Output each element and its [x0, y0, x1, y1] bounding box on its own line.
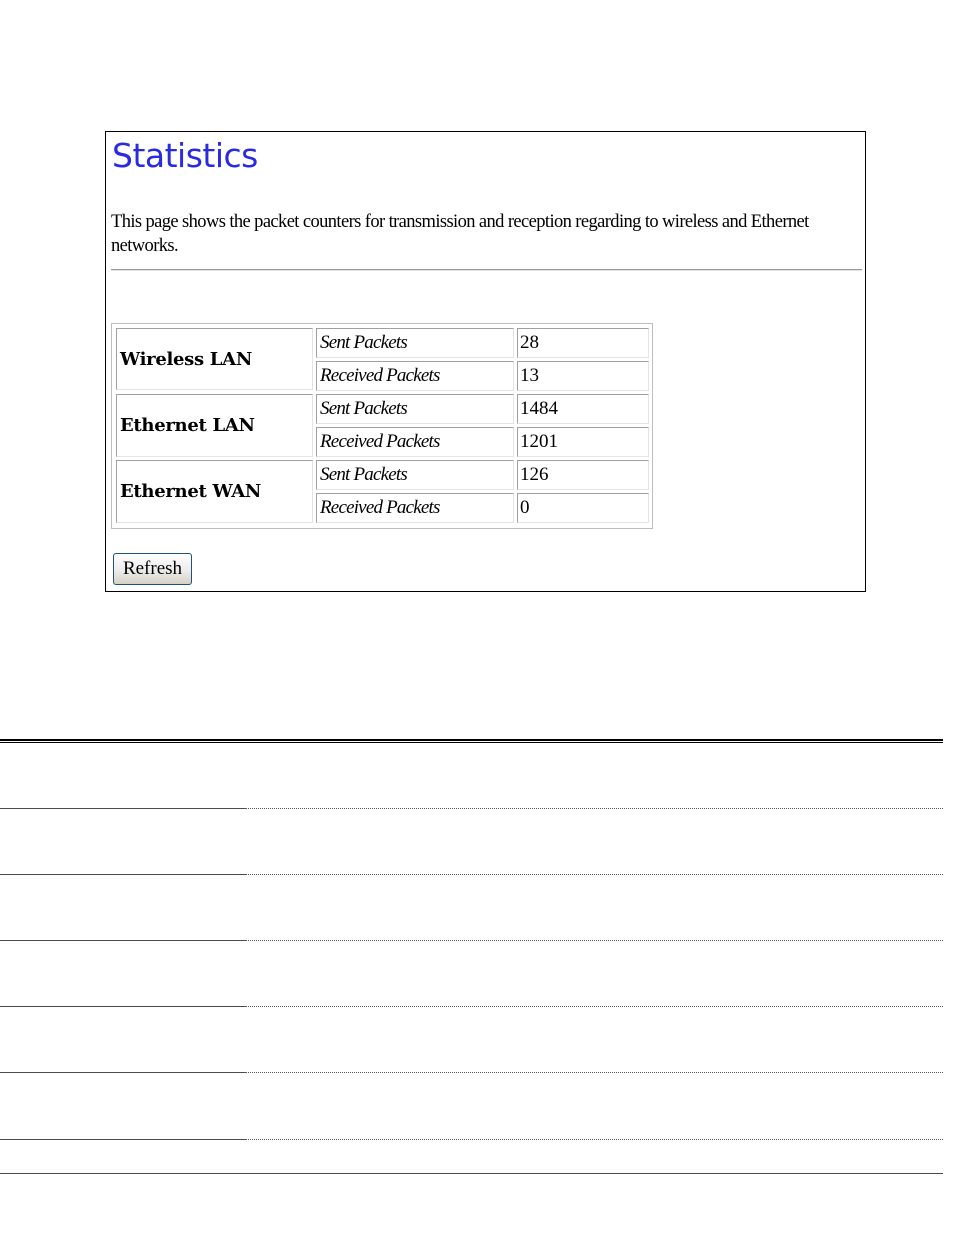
document-section-rule [0, 739, 943, 743]
received-packets-label: Received Packets [316, 427, 514, 457]
ethernet-wan-received-value: 0 [517, 493, 649, 523]
group-label-wireless-lan: Wireless LAN [116, 328, 313, 390]
sent-packets-label: Sent Packets [316, 460, 514, 490]
divider [111, 269, 862, 271]
statistics-table [111, 323, 653, 529]
statistics-page-frame [105, 131, 866, 592]
page-title: Statistics [112, 136, 258, 175]
page-description: This page shows the packet counters for transmission and reception regarding to wireless and Ethernet networks. [111, 212, 809, 256]
sent-packets-label: Sent Packets [316, 394, 514, 424]
refresh-button[interactable]: Refresh [113, 553, 192, 585]
group-label-ethernet-wan: Ethernet WAN [116, 460, 313, 523]
wireless-lan-sent-value: 28 [517, 328, 649, 358]
received-packets-label: Received Packets [316, 361, 514, 391]
wireless-lan-received-value: 13 [517, 361, 649, 391]
ethernet-lan-received-value: 1201 [517, 427, 649, 457]
group-label-ethernet-lan: Ethernet LAN [116, 394, 313, 457]
sent-packets-label: Sent Packets [316, 328, 514, 358]
ethernet-wan-sent-value: 126 [517, 460, 649, 490]
received-packets-label: Received Packets [316, 493, 514, 523]
ethernet-lan-sent-value: 1484 [517, 394, 649, 424]
